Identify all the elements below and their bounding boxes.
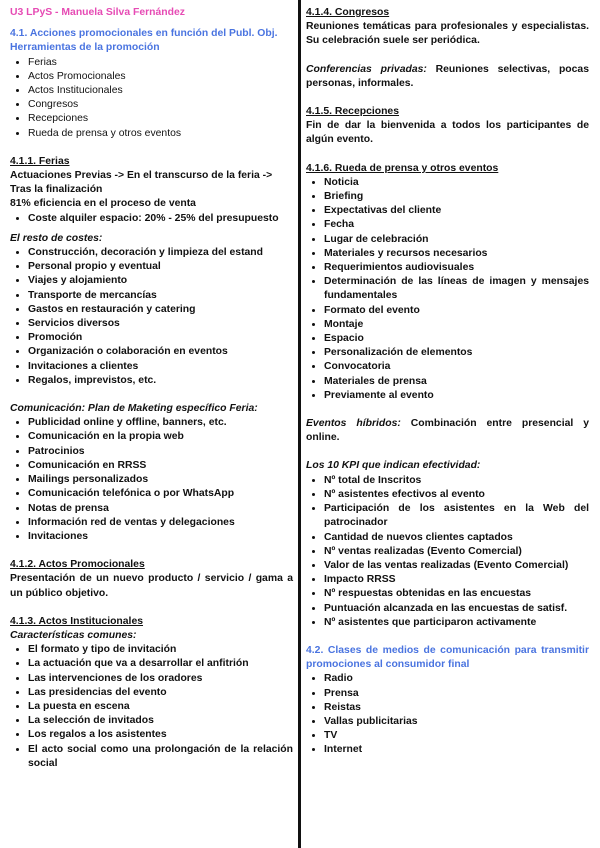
list-item: • Nº ventas realizadas (Evento Comercial) bbox=[324, 545, 589, 559]
costs-list bbox=[10, 246, 293, 388]
list-item: • Radio bbox=[324, 672, 589, 686]
list-item: • Lugar de celebración bbox=[324, 233, 589, 247]
left-column bbox=[10, 6, 293, 771]
kpi-label: Los 10 KPI que indican efectividad: bbox=[306, 460, 481, 472]
hybrid-text: Combinación entre presencial y online. bbox=[306, 418, 589, 444]
list-item: • Comunicación telefónica o por WhatsApp bbox=[28, 487, 293, 501]
column-divider bbox=[298, 0, 301, 848]
list-item: • Previamente al evento bbox=[324, 389, 589, 403]
list-item: • Impacto RRSS bbox=[324, 573, 589, 587]
list-item: • Requerimientos audiovisuales bbox=[324, 261, 589, 275]
tools-list bbox=[10, 56, 293, 141]
section-4-1-title: 4.1. Acciones promocionales en función del Publ. Obj. Herramientas de la promoción bbox=[10, 28, 278, 54]
list-item: • Recepciones bbox=[28, 112, 293, 126]
section-4-2-title: 4.2. Clases de medios de comunicación para transmitir promociones al consumidor final bbox=[306, 644, 589, 671]
list-item: • Las presidencias del evento bbox=[28, 686, 293, 700]
list-item: • Comunicación en RRSS bbox=[28, 459, 293, 473]
kpi-list bbox=[306, 474, 589, 630]
list-item: • Organización o colaboración en eventos bbox=[28, 345, 293, 359]
ferias-line-1: Actuaciones Previas -> En el transcurso de la feria -> Tras la finalización bbox=[10, 170, 273, 196]
list-item: • Transporte de mercancías bbox=[28, 289, 293, 303]
list-item: • Construcción, decoración y limpieza del estand bbox=[28, 246, 293, 260]
list-item: • Notas de prensa bbox=[28, 502, 293, 516]
list-item: • Regalos, imprevistos, etc. bbox=[28, 374, 293, 388]
recepciones-text: Fin de dar la bienvenida a todos los participantes de algún evento. bbox=[306, 120, 589, 146]
list-item: • Determinación de las líneas de imagen y mensajes fundamentales bbox=[324, 275, 589, 303]
list-item: • Las intervenciones de los oradores bbox=[28, 672, 293, 686]
list-item: • El acto social como una prolongación de la relación social bbox=[28, 743, 293, 771]
hybrid-paragraph bbox=[306, 417, 589, 445]
list-item: • Fecha bbox=[324, 218, 589, 232]
list-item: • Personal propio y eventual bbox=[28, 260, 293, 274]
list-item: • Gastos en restauración y catering bbox=[28, 303, 293, 317]
section-4-1-6-title: 4.1.6. Rueda de prensa y otros eventos bbox=[306, 162, 499, 174]
hybrid-label: Eventos híbridos: bbox=[306, 418, 401, 430]
list-item: • Prensa bbox=[324, 687, 589, 701]
list-item: • Invitaciones bbox=[28, 530, 293, 544]
section-4-1-2-title: 4.1.2. Actos Promocionales bbox=[10, 559, 145, 571]
actos-promo-text: Presentación de un nuevo producto / servicio / gama a un público objetivo. bbox=[10, 573, 293, 599]
list-item: • Materiales y recursos necesarios bbox=[324, 247, 589, 261]
list-item: • Promoción bbox=[28, 331, 293, 345]
conferencias-text: Reuniones selectivas, pocas personas, informales. bbox=[306, 63, 589, 89]
list-item: • Servicios diversos bbox=[28, 317, 293, 331]
section-4-1-4-title: 4.1.4. Congresos bbox=[306, 7, 390, 18]
list-item: • TV bbox=[324, 729, 589, 743]
congresos-text: Reuniones temáticas para profesionales y especialistas. Su celebración suele ser periódica. bbox=[306, 21, 589, 47]
comm-list bbox=[10, 416, 293, 544]
list-item: • Vallas publicitarias bbox=[324, 715, 589, 729]
comm-label: Comunicación: Plan de Maketing específico Feria: bbox=[10, 403, 258, 415]
list-item: • Materiales de prensa bbox=[324, 375, 589, 389]
list-item: • Personalización de elementos bbox=[324, 346, 589, 360]
list-item: • Los regalos a los asistentes bbox=[28, 728, 293, 742]
list-item: • Participación de los asistentes en la Web del patrocinador bbox=[324, 502, 589, 530]
list-item: • Montaje bbox=[324, 318, 589, 332]
list-item: • Publicidad online y offline, banners, etc. bbox=[28, 416, 293, 430]
list-item: • La puesta en escena bbox=[28, 700, 293, 714]
media-list bbox=[306, 672, 589, 757]
list-item: • Puntuación alcanzada en las encuestas de satisf. bbox=[324, 602, 589, 616]
list-item: • La actuación que va a desarrollar el anfitrión bbox=[28, 657, 293, 671]
characteristics-label: Características comunes: bbox=[10, 629, 137, 641]
rueda-list bbox=[306, 176, 589, 403]
list-item: • Comunicación en la propia web bbox=[28, 430, 293, 444]
list-item: • Convocatoria bbox=[324, 360, 589, 374]
list-item: • Actos Promocionales bbox=[28, 70, 293, 84]
list-item: • Briefing bbox=[324, 190, 589, 204]
list-item: • Valor de las ventas realizadas (Evento Comercial) bbox=[324, 559, 589, 573]
list-item: • Rueda de prensa y otros eventos bbox=[28, 127, 293, 141]
list-item: • Noticia bbox=[324, 176, 589, 190]
list-item: • Patrocinios bbox=[28, 445, 293, 459]
list-item: • El formato y tipo de invitación bbox=[28, 643, 293, 657]
page-header: U3 LPyS - Manuela Silva Fernández bbox=[10, 7, 185, 18]
list-item: • Reistas bbox=[324, 701, 589, 715]
list-item: • Nº asistentes que participaron activamente bbox=[324, 616, 589, 630]
list-item: • Nº respuestas obtenidas en las encuestas bbox=[324, 587, 589, 601]
list-item: • Nº total de Inscritos bbox=[324, 474, 589, 488]
section-4-1-1-title: 4.1.1. Ferias bbox=[10, 155, 70, 167]
list-item: • Nº asistentes efectivos al evento bbox=[324, 488, 589, 502]
list-item: • Invitaciones a clientes bbox=[28, 360, 293, 374]
list-item: • Ferias bbox=[28, 56, 293, 70]
list-item: • Espacio bbox=[324, 332, 589, 346]
list-item: • Internet bbox=[324, 743, 589, 757]
section-4-1-5-title: 4.1.5. Recepciones bbox=[306, 106, 399, 118]
ferias-line-2: 81% eficiencia en el proceso de venta bbox=[10, 198, 196, 210]
section-4-1-3-title: 4.1.3. Actos Institucionales bbox=[10, 615, 144, 627]
list-item: • Actos Institucionales bbox=[28, 84, 293, 98]
characteristics-list bbox=[10, 643, 293, 771]
conferencias-paragraph bbox=[306, 63, 589, 91]
list-item: • Formato del evento bbox=[324, 304, 589, 318]
costs-label: El resto de costes: bbox=[10, 232, 103, 244]
right-column bbox=[306, 6, 589, 758]
list-item: • La selección de invitados bbox=[28, 714, 293, 728]
ferias-cost-list bbox=[10, 212, 293, 226]
list-item: • Expectativas del cliente bbox=[324, 204, 589, 218]
list-item: • Cantidad de nuevos clientes captados bbox=[324, 531, 589, 545]
list-item: • Mailings personalizados bbox=[28, 473, 293, 487]
list-item: • Coste alquiler espacio: 20% - 25% del presupuesto bbox=[28, 212, 293, 226]
list-item: • Viajes y alojamiento bbox=[28, 274, 293, 288]
list-item: • Congresos bbox=[28, 98, 293, 112]
list-item: • Información red de ventas y delegaciones bbox=[28, 516, 293, 530]
conferencias-label: Conferencias privadas: bbox=[306, 63, 427, 75]
